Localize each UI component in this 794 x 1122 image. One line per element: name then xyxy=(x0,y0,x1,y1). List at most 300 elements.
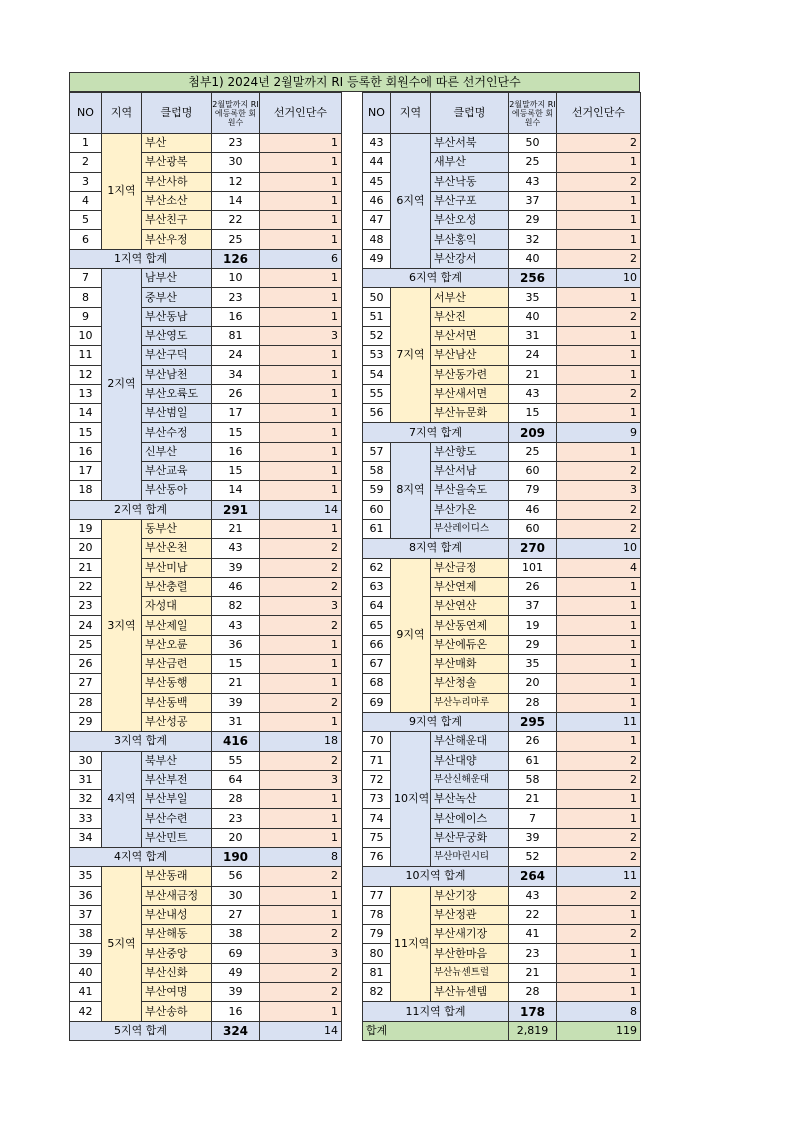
member-count: 14 xyxy=(212,191,260,210)
club-name: 부산성공 xyxy=(142,712,212,731)
region-label: 8지역 xyxy=(391,442,431,538)
subtotal-members: 324 xyxy=(212,1021,260,1040)
subtotal-label: 4지역 합계 xyxy=(70,847,212,866)
row-no: 81 xyxy=(363,963,391,982)
left-election-table xyxy=(69,92,342,1041)
club-name: 부산을숙도 xyxy=(431,481,509,500)
subtotal-members: 270 xyxy=(509,539,557,558)
elector-count: 1 xyxy=(260,635,342,654)
elector-count: 3 xyxy=(557,481,641,500)
subtotal-votes: 8 xyxy=(260,847,342,866)
member-count: 15 xyxy=(212,655,260,674)
member-count: 31 xyxy=(212,712,260,731)
header-no: NO xyxy=(363,93,391,134)
club-name: 부산민트 xyxy=(142,828,212,847)
subtotal-members: 295 xyxy=(509,712,557,731)
member-count: 16 xyxy=(212,442,260,461)
row-no: 66 xyxy=(363,635,391,654)
club-name: 부산영도 xyxy=(142,326,212,345)
member-count: 24 xyxy=(212,346,260,365)
club-name: 부산친구 xyxy=(142,211,212,230)
row-no: 34 xyxy=(70,828,102,847)
club-name: 부산동가련 xyxy=(431,365,509,384)
subtotal-members: 291 xyxy=(212,500,260,519)
club-name: 부산동아 xyxy=(142,481,212,500)
member-count: 20 xyxy=(212,828,260,847)
club-name: 부산신화 xyxy=(142,963,212,982)
subtotal-members: 126 xyxy=(212,249,260,268)
club-name: 부산동남 xyxy=(142,307,212,326)
row-no: 45 xyxy=(363,172,391,191)
elector-count: 1 xyxy=(557,597,641,616)
member-count: 21 xyxy=(509,365,557,384)
elector-count: 2 xyxy=(557,886,641,905)
club-name: 부산동행 xyxy=(142,674,212,693)
elector-count: 4 xyxy=(557,558,641,577)
subtotal-votes: 11 xyxy=(557,867,641,886)
region-label: 2지역 xyxy=(102,269,142,501)
member-count: 39 xyxy=(509,828,557,847)
table-row xyxy=(363,134,641,153)
row-no: 62 xyxy=(363,558,391,577)
club-name: 부산중앙 xyxy=(142,944,212,963)
club-name: 부산해동 xyxy=(142,925,212,944)
member-count: 25 xyxy=(509,442,557,461)
row-no: 24 xyxy=(70,616,102,635)
club-name: 부산진 xyxy=(431,307,509,326)
club-name: 부산뉴센템 xyxy=(431,983,509,1002)
row-no: 80 xyxy=(363,944,391,963)
club-name: 부산뉴문화 xyxy=(431,404,509,423)
club-name: 부산정관 xyxy=(431,905,509,924)
member-count: 19 xyxy=(509,616,557,635)
member-count: 31 xyxy=(509,326,557,345)
elector-count: 1 xyxy=(557,674,641,693)
member-count: 15 xyxy=(509,404,557,423)
table-row xyxy=(363,442,641,461)
member-count: 34 xyxy=(212,365,260,384)
row-no: 68 xyxy=(363,674,391,693)
member-count: 30 xyxy=(212,886,260,905)
member-count: 28 xyxy=(509,983,557,1002)
table-row xyxy=(363,558,641,577)
header-votes: 선거인단수 xyxy=(260,93,342,134)
row-no: 15 xyxy=(70,423,102,442)
member-count: 61 xyxy=(509,751,557,770)
club-name: 부산온천 xyxy=(142,539,212,558)
member-count: 37 xyxy=(509,191,557,210)
club-name: 서부산 xyxy=(431,288,509,307)
elector-count: 1 xyxy=(260,828,342,847)
subtotal-row xyxy=(363,712,641,731)
elector-count: 1 xyxy=(260,288,342,307)
row-no: 4 xyxy=(70,191,102,210)
elector-count: 1 xyxy=(260,269,342,288)
row-no: 50 xyxy=(363,288,391,307)
row-no: 26 xyxy=(70,655,102,674)
row-no: 21 xyxy=(70,558,102,577)
table-row xyxy=(70,751,342,770)
member-count: 21 xyxy=(212,519,260,538)
elector-count: 1 xyxy=(557,577,641,596)
elector-count: 1 xyxy=(260,346,342,365)
club-name: 부산해운대 xyxy=(431,732,509,751)
elector-count: 1 xyxy=(260,384,342,403)
row-no: 77 xyxy=(363,886,391,905)
club-name: 부산새금정 xyxy=(142,886,212,905)
subtotal-label: 6지역 합계 xyxy=(363,269,509,288)
table-row xyxy=(70,519,342,538)
club-name: 부산에듀온 xyxy=(431,635,509,654)
elector-count: 1 xyxy=(260,404,342,423)
elector-count: 1 xyxy=(260,519,342,538)
row-no: 36 xyxy=(70,886,102,905)
club-name: 부산가온 xyxy=(431,500,509,519)
header-region: 지역 xyxy=(391,93,431,134)
row-no: 22 xyxy=(70,577,102,596)
member-count: 7 xyxy=(509,809,557,828)
subtotal-votes: 18 xyxy=(260,732,342,751)
member-count: 10 xyxy=(212,269,260,288)
club-name: 부산서면 xyxy=(431,326,509,345)
elector-count: 2 xyxy=(557,751,641,770)
member-count: 17 xyxy=(212,404,260,423)
row-no: 56 xyxy=(363,404,391,423)
row-no: 63 xyxy=(363,577,391,596)
club-name: 자성대 xyxy=(142,597,212,616)
grand-total-votes: 119 xyxy=(557,1021,641,1040)
row-no: 72 xyxy=(363,770,391,789)
subtotal-label: 10지역 합계 xyxy=(363,867,509,886)
member-count: 43 xyxy=(212,616,260,635)
row-no: 2 xyxy=(70,153,102,172)
row-no: 32 xyxy=(70,790,102,809)
region-label: 4지역 xyxy=(102,751,142,847)
club-name: 부산미남 xyxy=(142,558,212,577)
header-no: NO xyxy=(70,93,102,134)
elector-count: 2 xyxy=(557,249,641,268)
member-count: 30 xyxy=(212,153,260,172)
elector-count: 1 xyxy=(557,790,641,809)
row-no: 70 xyxy=(363,732,391,751)
row-no: 37 xyxy=(70,905,102,924)
club-name: 부산교육 xyxy=(142,462,212,481)
region-label: 6지역 xyxy=(391,134,431,269)
row-no: 73 xyxy=(363,790,391,809)
subtotal-label: 5지역 합계 xyxy=(70,1021,212,1040)
row-no: 13 xyxy=(70,384,102,403)
club-name: 부산녹산 xyxy=(431,790,509,809)
header-members: 2월말까지 RI에등록한 회원수 xyxy=(509,93,557,134)
header-club: 클럽명 xyxy=(431,93,509,134)
club-name: 부산대양 xyxy=(431,751,509,770)
club-name: 남부산 xyxy=(142,269,212,288)
member-count: 41 xyxy=(509,925,557,944)
header-club: 클럽명 xyxy=(142,93,212,134)
row-no: 14 xyxy=(70,404,102,423)
subtotal-row xyxy=(363,539,641,558)
row-no: 6 xyxy=(70,230,102,249)
subtotal-row xyxy=(363,867,641,886)
row-no: 23 xyxy=(70,597,102,616)
row-no: 71 xyxy=(363,751,391,770)
club-name: 부산금정 xyxy=(431,558,509,577)
elector-count: 1 xyxy=(557,963,641,982)
club-name: 부산수련 xyxy=(142,809,212,828)
club-name: 부산무궁화 xyxy=(431,828,509,847)
club-name: 부산내성 xyxy=(142,905,212,924)
row-no: 1 xyxy=(70,134,102,153)
row-no: 20 xyxy=(70,539,102,558)
member-count: 26 xyxy=(509,732,557,751)
elector-count: 1 xyxy=(557,211,641,230)
club-name: 중부산 xyxy=(142,288,212,307)
row-no: 69 xyxy=(363,693,391,712)
club-name: 부산에이스 xyxy=(431,809,509,828)
subtotal-label: 7지역 합계 xyxy=(363,423,509,442)
elector-count: 2 xyxy=(557,828,641,847)
club-name: 새부산 xyxy=(431,153,509,172)
subtotal-row xyxy=(70,500,342,519)
member-count: 32 xyxy=(509,230,557,249)
subtotal-label: 8지역 합계 xyxy=(363,539,509,558)
row-no: 82 xyxy=(363,983,391,1002)
club-name: 북부산 xyxy=(142,751,212,770)
subtotal-members: 209 xyxy=(509,423,557,442)
member-count: 35 xyxy=(509,655,557,674)
club-name: 부산홍익 xyxy=(431,230,509,249)
row-no: 78 xyxy=(363,905,391,924)
club-name: 부산향도 xyxy=(431,442,509,461)
club-name: 부산송하 xyxy=(142,1002,212,1021)
elector-count: 2 xyxy=(260,963,342,982)
member-count: 25 xyxy=(509,153,557,172)
club-name: 부산새서면 xyxy=(431,384,509,403)
row-no: 43 xyxy=(363,134,391,153)
elector-count: 1 xyxy=(260,462,342,481)
region-label: 11지역 xyxy=(391,886,431,1002)
elector-count: 1 xyxy=(260,423,342,442)
elector-count: 1 xyxy=(557,191,641,210)
row-no: 28 xyxy=(70,693,102,712)
club-name: 부산오성 xyxy=(431,211,509,230)
row-no: 57 xyxy=(363,442,391,461)
elector-count: 3 xyxy=(260,944,342,963)
member-count: 16 xyxy=(212,307,260,326)
club-name: 부산누리마루 xyxy=(431,693,509,712)
row-no: 12 xyxy=(70,365,102,384)
elector-count: 2 xyxy=(260,616,342,635)
subtotal-label: 11지역 합계 xyxy=(363,1002,509,1021)
row-no: 17 xyxy=(70,462,102,481)
club-name: 부산서북 xyxy=(431,134,509,153)
row-no: 58 xyxy=(363,462,391,481)
row-no: 10 xyxy=(70,326,102,345)
row-no: 11 xyxy=(70,346,102,365)
row-no: 35 xyxy=(70,867,102,886)
elector-count: 3 xyxy=(260,597,342,616)
club-name: 부산광복 xyxy=(142,153,212,172)
club-name: 부산마린시티 xyxy=(431,847,509,866)
club-name: 부산소산 xyxy=(142,191,212,210)
elector-count: 2 xyxy=(557,847,641,866)
table-header-row xyxy=(363,93,641,134)
club-name: 부산부전 xyxy=(142,770,212,789)
club-name: 부산매화 xyxy=(431,655,509,674)
elector-count: 1 xyxy=(260,886,342,905)
elector-count: 1 xyxy=(557,153,641,172)
elector-count: 1 xyxy=(260,365,342,384)
elector-count: 3 xyxy=(260,770,342,789)
elector-count: 2 xyxy=(557,500,641,519)
member-count: 22 xyxy=(509,905,557,924)
elector-count: 1 xyxy=(557,616,641,635)
row-no: 59 xyxy=(363,481,391,500)
row-no: 30 xyxy=(70,751,102,770)
subtotal-label: 1지역 합계 xyxy=(70,249,212,268)
club-name: 신부산 xyxy=(142,442,212,461)
region-label: 3지역 xyxy=(102,519,142,731)
member-count: 15 xyxy=(212,462,260,481)
club-name: 부산동연제 xyxy=(431,616,509,635)
member-count: 52 xyxy=(509,847,557,866)
elector-count: 1 xyxy=(260,674,342,693)
club-name: 부산제일 xyxy=(142,616,212,635)
subtotal-row xyxy=(70,1021,342,1040)
subtotal-row xyxy=(70,847,342,866)
subtotal-votes: 14 xyxy=(260,500,342,519)
elector-count: 2 xyxy=(557,384,641,403)
row-no: 44 xyxy=(363,153,391,172)
elector-count: 1 xyxy=(557,442,641,461)
row-no: 41 xyxy=(70,983,102,1002)
club-name: 부산오륜 xyxy=(142,635,212,654)
subtotal-row xyxy=(363,269,641,288)
grand-total-row xyxy=(363,1021,641,1040)
row-no: 74 xyxy=(363,809,391,828)
table-header-row xyxy=(70,93,342,134)
row-no: 65 xyxy=(363,616,391,635)
member-count: 26 xyxy=(509,577,557,596)
elector-count: 2 xyxy=(260,558,342,577)
subtotal-votes: 8 xyxy=(557,1002,641,1021)
club-name: 부산서남 xyxy=(431,462,509,481)
club-name: 부산한마음 xyxy=(431,944,509,963)
member-count: 55 xyxy=(212,751,260,770)
elector-count: 1 xyxy=(260,307,342,326)
club-name: 부산구덕 xyxy=(142,346,212,365)
row-no: 31 xyxy=(70,770,102,789)
subtotal-votes: 14 xyxy=(260,1021,342,1040)
member-count: 39 xyxy=(212,983,260,1002)
club-name: 부산금련 xyxy=(142,655,212,674)
member-count: 60 xyxy=(509,462,557,481)
row-no: 7 xyxy=(70,269,102,288)
member-count: 23 xyxy=(212,134,260,153)
elector-count: 2 xyxy=(557,519,641,538)
club-name: 부산남천 xyxy=(142,365,212,384)
member-count: 40 xyxy=(509,307,557,326)
member-count: 40 xyxy=(509,249,557,268)
elector-count: 2 xyxy=(557,462,641,481)
row-no: 46 xyxy=(363,191,391,210)
row-no: 47 xyxy=(363,211,391,230)
grand-total-label: 합계 xyxy=(363,1021,509,1040)
member-count: 28 xyxy=(212,790,260,809)
member-count: 81 xyxy=(212,326,260,345)
club-name: 부산동래 xyxy=(142,867,212,886)
elector-count: 1 xyxy=(557,732,641,751)
club-name: 부산수정 xyxy=(142,423,212,442)
subtotal-votes: 10 xyxy=(557,539,641,558)
member-count: 79 xyxy=(509,481,557,500)
member-count: 21 xyxy=(212,674,260,693)
club-name: 부산레이디스 xyxy=(431,519,509,538)
row-no: 48 xyxy=(363,230,391,249)
club-name: 부산기장 xyxy=(431,886,509,905)
member-count: 36 xyxy=(212,635,260,654)
row-no: 39 xyxy=(70,944,102,963)
elector-count: 1 xyxy=(260,134,342,153)
subtotal-members: 256 xyxy=(509,269,557,288)
row-no: 51 xyxy=(363,307,391,326)
region-label: 10지역 xyxy=(391,732,431,867)
row-no: 49 xyxy=(363,249,391,268)
member-count: 69 xyxy=(212,944,260,963)
row-no: 16 xyxy=(70,442,102,461)
member-count: 50 xyxy=(509,134,557,153)
club-name: 부산연산 xyxy=(431,597,509,616)
right-election-table xyxy=(362,92,641,1041)
member-count: 23 xyxy=(212,809,260,828)
header-votes: 선거인단수 xyxy=(557,93,641,134)
subtotal-label: 2지역 합계 xyxy=(70,500,212,519)
row-no: 52 xyxy=(363,326,391,345)
member-count: 23 xyxy=(212,288,260,307)
elector-count: 2 xyxy=(557,770,641,789)
club-name: 부산뉴센트럴 xyxy=(431,963,509,982)
table-row xyxy=(363,288,641,307)
left-table-body xyxy=(70,93,342,1041)
elector-count: 1 xyxy=(557,905,641,924)
page-title: 첨부1) 2024년 2월말까지 RI 등록한 회원수에 따른 선거인단수 xyxy=(69,72,640,92)
member-count: 29 xyxy=(509,635,557,654)
club-name: 부산범일 xyxy=(142,404,212,423)
row-no: 55 xyxy=(363,384,391,403)
elector-count: 2 xyxy=(260,983,342,1002)
member-count: 21 xyxy=(509,963,557,982)
elector-count: 1 xyxy=(260,712,342,731)
member-count: 23 xyxy=(509,944,557,963)
row-no: 25 xyxy=(70,635,102,654)
subtotal-votes: 10 xyxy=(557,269,641,288)
row-no: 79 xyxy=(363,925,391,944)
elector-count: 2 xyxy=(260,539,342,558)
table-row xyxy=(70,867,342,886)
elector-count: 1 xyxy=(557,288,641,307)
member-count: 43 xyxy=(509,384,557,403)
subtotal-members: 416 xyxy=(212,732,260,751)
row-no: 33 xyxy=(70,809,102,828)
row-no: 54 xyxy=(363,365,391,384)
elector-count: 1 xyxy=(557,230,641,249)
elector-count: 1 xyxy=(557,326,641,345)
club-name: 부산여명 xyxy=(142,983,212,1002)
member-count: 37 xyxy=(509,597,557,616)
region-label: 1지역 xyxy=(102,134,142,250)
elector-count: 1 xyxy=(260,905,342,924)
club-name: 부산신해운대 xyxy=(431,770,509,789)
